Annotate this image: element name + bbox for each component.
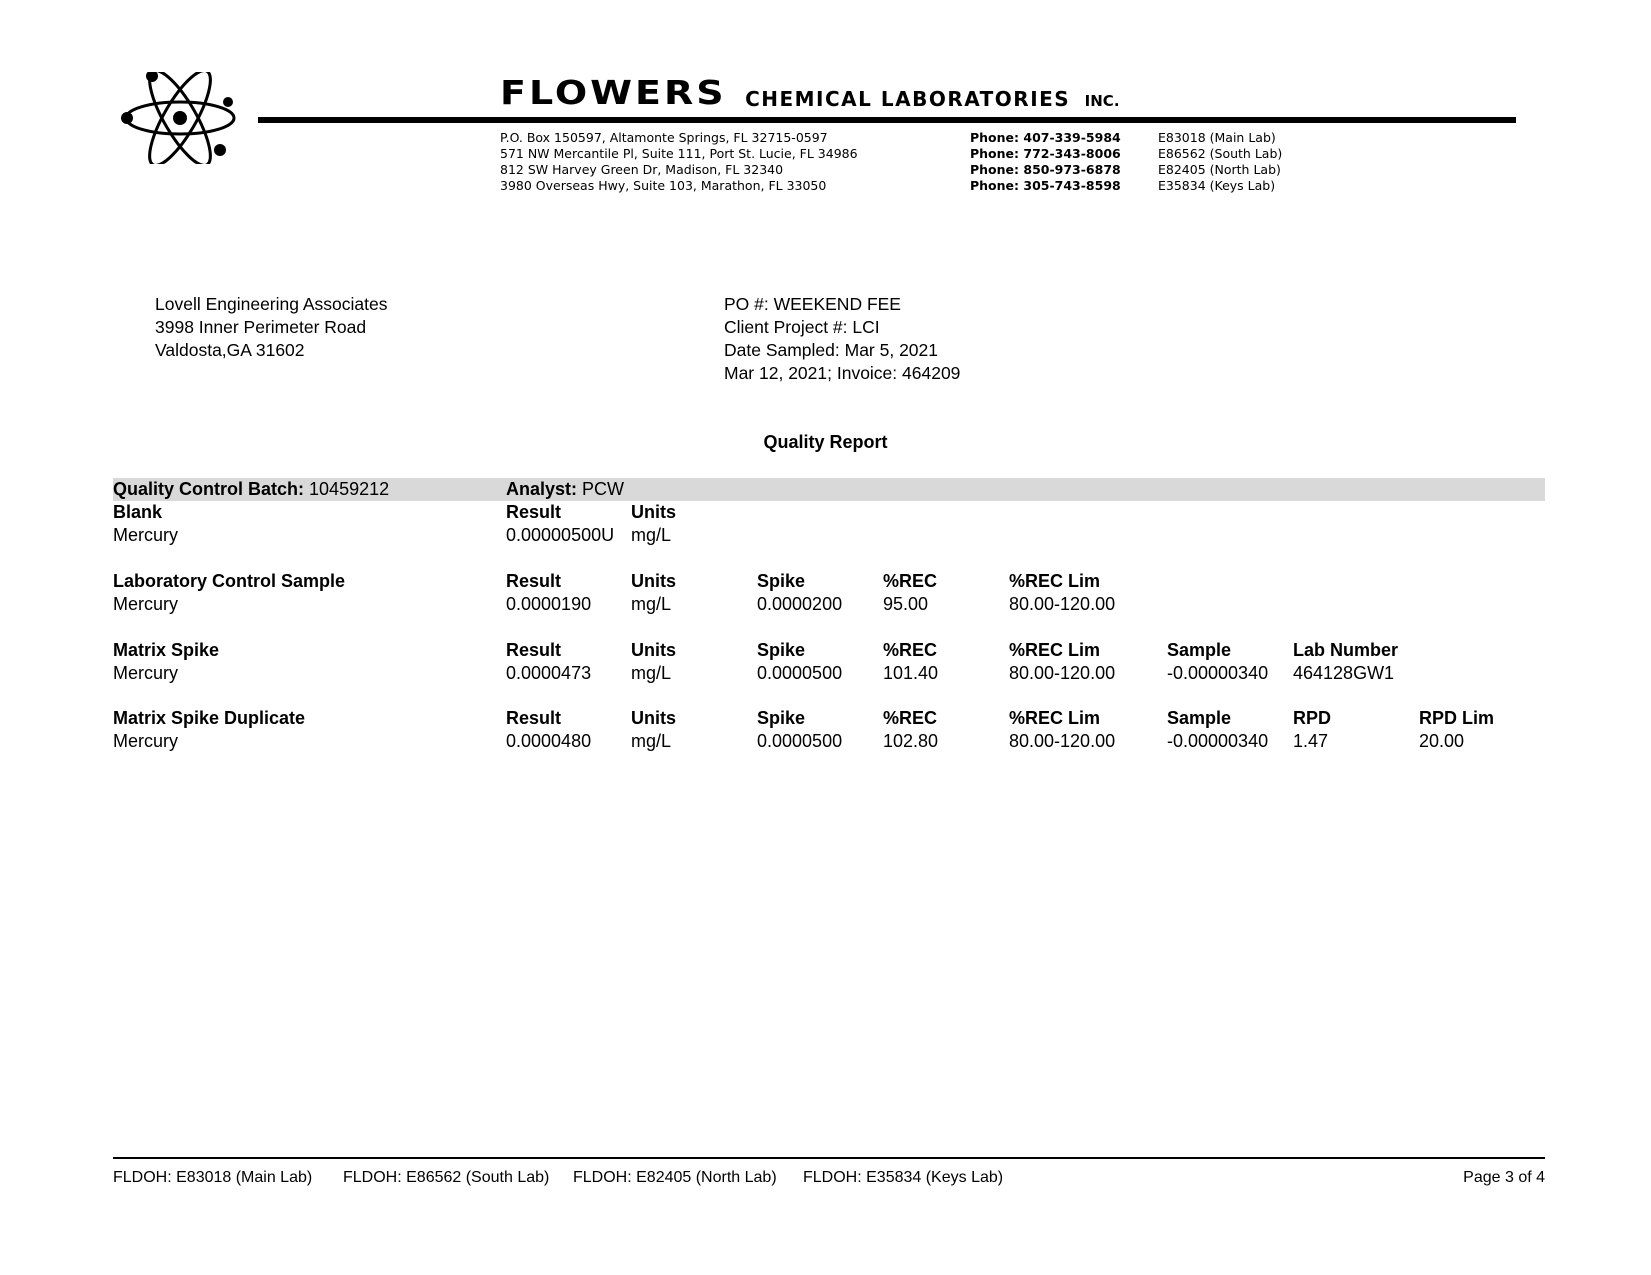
invoice-line: Mar 12, 2021; Invoice: 464209 [724,363,961,383]
column-header: Spike [757,640,806,660]
table-cell: mg/L [631,525,672,545]
lab-certifications [1158,130,1282,194]
date-sampled: Date Sampled: Mar 5, 2021 [724,340,939,360]
footer-lab-keys: FLDOH: E35834 (Keys Lab) [803,1169,1004,1186]
brand-name: FLOWERS [500,74,727,112]
client-city: Valdosta,GA 31602 [155,340,305,360]
analyst-label: Analyst: [506,479,578,499]
order-info [724,293,960,385]
table-cell: 101.40 [883,663,939,683]
section-title-blank: Blank [113,502,163,522]
table-cell: 80.00-120.00 [1009,663,1116,683]
client-address [155,293,388,362]
section-title-lcs: Laboratory Control Sample [113,571,346,591]
phone-line: Phone: 850-973-6878 [970,162,1121,177]
letterhead-divider [258,117,1516,123]
address-line: P.O. Box 150597, Altamonte Springs, FL 32715-0597 [500,130,828,145]
column-header: %REC [883,571,938,591]
brand-suffix: INC. [1084,92,1120,110]
lab-id-line: E35834 (Keys Lab) [1158,178,1276,193]
table-cell: 464128GW1 [1293,663,1395,683]
column-header: Units [631,571,676,591]
section-title-msd: Matrix Spike Duplicate [113,708,306,728]
address-line: 571 NW Mercantile Pl, Suite 111, Port St. Lucie, FL 34986 [500,146,858,161]
column-header: Result [506,708,562,728]
batch-label: Quality Control Batch: [113,479,305,499]
lab-addresses [500,130,858,194]
footer-divider [113,1157,1545,1159]
section-title-ms: Matrix Spike [113,640,220,660]
column-header: Spike [757,571,806,591]
table-cell: 1.47 [1293,731,1329,751]
analyte-name: Mercury [113,663,179,683]
batch-info [113,478,389,501]
table-cell: 0.0000190 [506,594,592,614]
column-header: Units [631,640,676,660]
table-cell: 0.0000500 [757,731,843,751]
table-cell: 20.00 [1419,731,1465,751]
lab-phones [970,130,1121,194]
analyst-info [506,478,624,501]
column-header: Sample [1167,640,1232,660]
report-title: Quality Report [763,432,888,452]
column-header: Lab Number [1293,640,1399,660]
atom-logo-icon [120,72,240,164]
table-cell: mg/L [631,731,672,751]
analyst-value: PCW [582,479,625,499]
column-header: Units [631,502,676,522]
column-header: Units [631,708,676,728]
table-cell: 0.0000473 [506,663,592,683]
batch-value: 10459212 [309,479,390,499]
lab-id-line: E83018 (Main Lab) [1158,130,1276,145]
phone-line: Phone: 772-343-8006 [970,146,1121,161]
table-cell: 80.00-120.00 [1009,731,1116,751]
footer-lab-south: FLDOH: E86562 (South Lab) [343,1169,550,1186]
column-header: Result [506,502,562,522]
table-cell: 0.0000480 [506,731,592,751]
address-line: 3980 Overseas Hwy, Suite 103, Marathon, FL 33050 [500,178,827,193]
brand-subtitle: CHEMICAL LABORATORIES [745,87,1071,111]
phone-line: Phone: 305-743-8598 [970,178,1121,193]
column-header: %REC Lim [1009,571,1101,591]
column-header: Result [506,640,562,660]
footer-lab-north: FLDOH: E82405 (North Lab) [573,1169,777,1186]
column-header: Spike [757,708,806,728]
table-cell: 0.00000500U [506,525,615,545]
page-number: Page 3 of 4 [1463,1169,1545,1186]
lab-id-line: E86562 (South Lab) [1158,146,1283,161]
analyte-name: Mercury [113,525,179,545]
table-cell: mg/L [631,663,672,683]
table-cell: 102.80 [883,731,939,751]
company-brand [500,74,1120,112]
table-cell: -0.00000340 [1167,663,1269,683]
column-header: %REC [883,708,938,728]
column-header: RPD [1293,708,1332,728]
phone-line: Phone: 407-339-5984 [970,130,1121,145]
column-header: %REC Lim [1009,640,1101,660]
address-line: 812 SW Harvey Green Dr, Madison, FL 32340 [500,162,784,177]
table-cell: mg/L [631,594,672,614]
lab-id-line: E82405 (North Lab) [1158,162,1281,177]
client-street: 3998 Inner Perimeter Road [155,317,367,337]
column-header: Result [506,571,562,591]
table-cell: 95.00 [883,594,929,614]
po-number: PO #: WEEKEND FEE [724,294,901,314]
column-header: %REC [883,640,938,660]
column-header: %REC Lim [1009,708,1101,728]
analyte-name: Mercury [113,731,179,751]
table-cell: 0.0000500 [757,663,843,683]
client-name: Lovell Engineering Associates [155,294,388,314]
analyte-name: Mercury [113,594,179,614]
table-cell: -0.00000340 [1167,731,1269,751]
table-cell: 80.00-120.00 [1009,594,1116,614]
column-header: RPD Lim [1419,708,1495,728]
column-header: Sample [1167,708,1232,728]
footer-lab-main: FLDOH: E83018 (Main Lab) [113,1169,313,1186]
client-project: Client Project #: LCI [724,317,880,337]
table-cell: 0.0000200 [757,594,843,614]
